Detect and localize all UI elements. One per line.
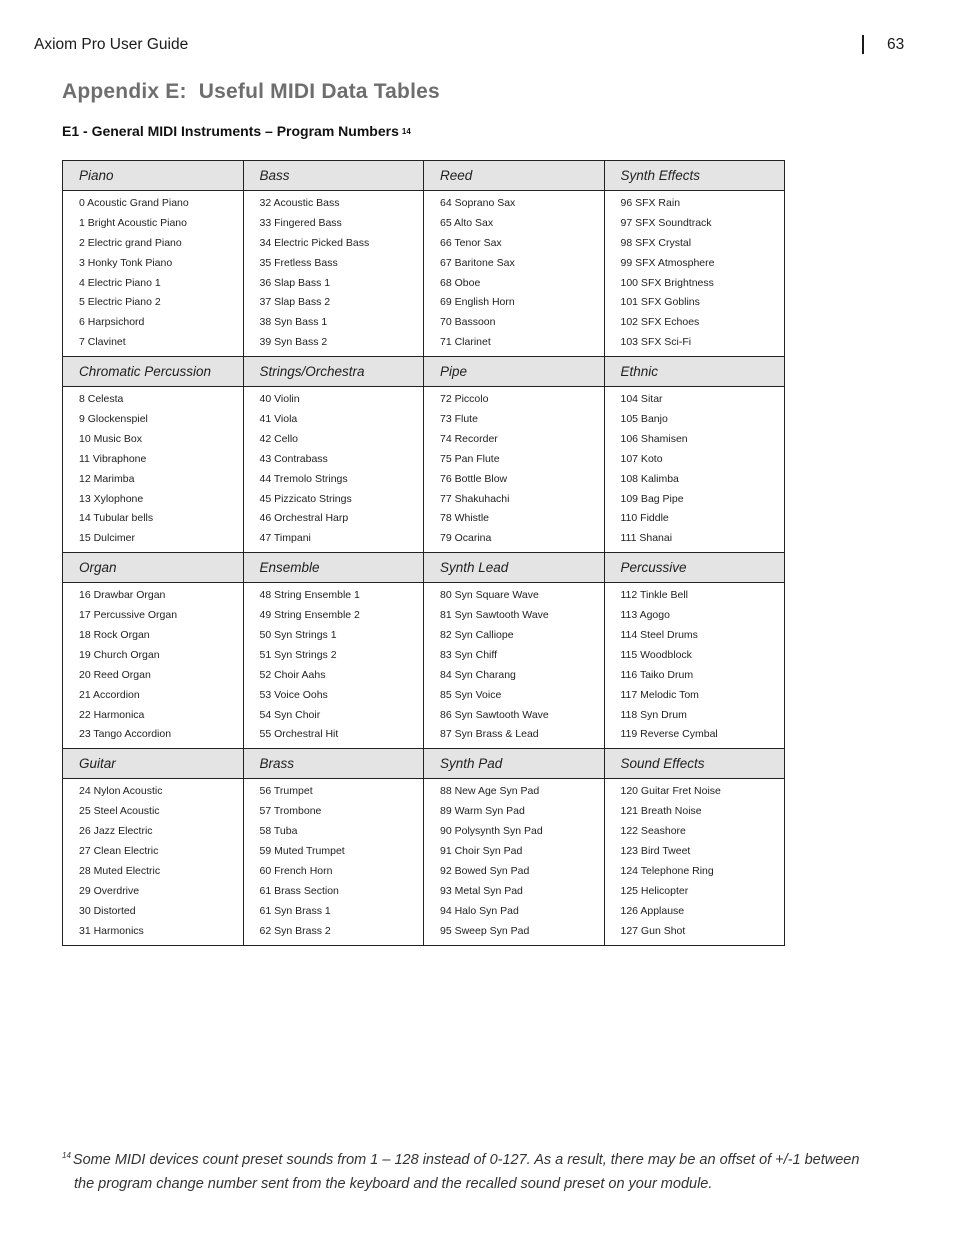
instrument-list-cell	[604, 779, 785, 945]
instrument-entry: 29 Overdrive	[79, 884, 140, 897]
category-header: Piano	[63, 161, 244, 191]
instrument-entry: 111 Shanai	[620, 532, 673, 545]
instrument-list-cell	[243, 583, 424, 749]
instrument-list	[621, 390, 781, 549]
instrument-list-row	[63, 779, 785, 945]
instrument-list	[621, 782, 781, 941]
instrument-list	[621, 194, 781, 353]
instrument-entry: 23 Tango Accordion	[79, 728, 172, 741]
instrument-list-cell	[243, 191, 424, 357]
instrument-entry: 32 Acoustic Bass	[259, 197, 340, 209]
category-header: Reed	[424, 161, 605, 191]
instrument-entry: 62 Syn Brass 2	[259, 924, 331, 937]
instrument-list	[79, 390, 239, 549]
instrument-entry: 26 Jazz Electric	[79, 825, 153, 838]
instrument-list	[79, 586, 239, 745]
category-header-row	[63, 749, 785, 779]
instrument-entry: 60 French Horn	[259, 864, 333, 877]
instrument-entry: 115 Woodblock	[620, 648, 692, 661]
instrument-entry: 84 Syn Charang	[440, 668, 516, 681]
category-header: Guitar	[63, 749, 244, 779]
instrument-entry: 67 Baritone Sax	[440, 256, 515, 269]
instrument-entry: 104 Sitar	[620, 393, 663, 406]
instrument-entry: 81 Syn Sawtooth Wave	[440, 609, 549, 622]
instrument-entry: 37 Slap Bass 2	[259, 296, 331, 309]
instrument-list	[440, 586, 600, 745]
instrument-entry: 27 Clean Electric	[79, 845, 159, 858]
instrument-entry: 0 Acoustic Grand Piano	[79, 197, 189, 209]
instrument-entry: 17 Percussive Organ	[79, 609, 178, 622]
category-header: Synth Pad	[424, 749, 605, 779]
instrument-entry: 114 Steel Drums	[620, 629, 698, 642]
instrument-entry: 58 Tuba	[259, 825, 298, 838]
instrument-entry: 50 Syn Strings 1	[259, 629, 337, 642]
instrument-entry: 13 Xylophone	[79, 492, 144, 505]
instrument-entry: 41 Viola	[259, 413, 298, 426]
instrument-list-cell	[424, 779, 605, 945]
instrument-entry: 85 Syn Voice	[440, 688, 502, 701]
instrument-entry: 78 Whistle	[440, 512, 490, 525]
instrument-entry: 98 SFX Crystal	[620, 236, 692, 249]
instrument-entry: 33 Fingered Bass	[259, 216, 342, 229]
instrument-entry: 75 Pan Flute	[440, 452, 500, 465]
instrument-list-cell	[424, 583, 605, 749]
instrument-list	[260, 390, 420, 549]
midi-instrument-table	[62, 160, 785, 946]
footnote	[62, 1149, 922, 1195]
instrument-list-row	[63, 191, 785, 357]
instrument-entry: 125 Helicopter	[620, 884, 689, 897]
instrument-list	[79, 782, 239, 941]
instrument-entry: 36 Slap Bass 1	[259, 276, 331, 289]
instrument-entry: 108 Kalimba	[620, 472, 679, 485]
category-header: Brass	[243, 749, 424, 779]
footnote-reference: 14	[401, 127, 411, 136]
instrument-entry: 21 Accordion	[79, 688, 140, 701]
instrument-entry: 56 Trumpet	[259, 785, 313, 798]
instrument-entry: 71 Clarinet	[440, 336, 491, 349]
instrument-entry: 121 Breath Noise	[620, 805, 702, 818]
instrument-entry: 52 Choir Aahs	[259, 668, 326, 681]
category-header-row	[63, 553, 785, 583]
instrument-entry: 2 Electric grand Piano	[79, 236, 182, 249]
instrument-entry: 55 Orchestral Hit	[259, 728, 339, 741]
instrument-entry: 45 Pizzicato Strings	[259, 492, 352, 505]
footnote-text-1: Some MIDI devices count preset sounds from 1 – 128 instead of 0-127. As a result, there may be an offset of +/-1 between	[72, 1152, 860, 1168]
category-header: Ethnic	[604, 357, 785, 387]
instrument-list	[260, 782, 420, 941]
instrument-entry: 42 Cello	[259, 432, 299, 445]
instrument-entry: 76 Bottle Blow	[440, 472, 508, 485]
instrument-list-cell	[243, 387, 424, 553]
instrument-entry: 30 Distorted	[79, 904, 136, 917]
instrument-entry: 53 Voice Oohs	[259, 688, 328, 701]
instrument-entry: 18 Rock Organ	[79, 629, 150, 642]
category-header: Bass	[243, 161, 424, 191]
instrument-entry: 113 Agogo	[620, 609, 670, 622]
instrument-entry: 28 Muted Electric	[79, 864, 161, 877]
instrument-entry: 112 Tinkle Bell	[620, 589, 689, 602]
instrument-entry: 66 Tenor Sax	[440, 236, 502, 249]
instrument-entry: 69 English Horn	[440, 296, 515, 309]
category-header: Pipe	[424, 357, 605, 387]
instrument-entry: 4 Electric Piano 1	[79, 276, 161, 289]
footnote-line-2: the program change number sent from the keyboard and the recalled sound preset on your module.	[74, 1176, 713, 1192]
instrument-entry: 96 SFX Rain	[620, 197, 681, 209]
instrument-entry: 65 Alto Sax	[440, 216, 494, 229]
instrument-entry: 59 Muted Trumpet	[259, 845, 345, 858]
instrument-entry: 14 Tubular bells	[79, 512, 154, 525]
instrument-entry: 1 Bright Acoustic Piano	[79, 216, 187, 229]
instrument-entry: 74 Recorder	[440, 432, 498, 445]
instrument-list-cell	[604, 583, 785, 749]
instrument-entry: 70 Bassoon	[440, 316, 496, 329]
instrument-entry: 92 Bowed Syn Pad	[440, 864, 530, 877]
instrument-list-cell	[243, 779, 424, 945]
section-title	[62, 123, 411, 139]
instrument-entry: 38 Syn Bass 1	[259, 316, 328, 329]
instrument-entry: 10 Music Box	[79, 432, 143, 445]
instrument-entry: 9 Glockenspiel	[79, 413, 148, 426]
instrument-entry: 73 Flute	[440, 413, 478, 426]
instrument-entry: 11 Vibraphone	[79, 452, 147, 465]
instrument-list	[440, 782, 600, 941]
footnote-line-1	[62, 1149, 922, 1173]
page-number: 63	[887, 36, 905, 53]
category-header: Synth Effects	[604, 161, 785, 191]
instrument-entry: 34 Electric Picked Bass	[259, 236, 370, 249]
instrument-entry: 86 Syn Sawtooth Wave	[440, 708, 549, 721]
instrument-entry: 43 Contrabass	[259, 452, 328, 465]
instrument-entry: 35 Fretless Bass	[259, 256, 338, 269]
instrument-entry: 106 Shamisen	[620, 432, 688, 445]
instrument-entry: 40 Violin	[259, 393, 300, 406]
instrument-entry: 57 Trombone	[259, 805, 322, 818]
instrument-list-cell	[604, 191, 785, 357]
instrument-entry: 61 Brass Section	[259, 884, 339, 897]
instrument-list	[440, 194, 600, 353]
instrument-list	[79, 194, 239, 353]
instrument-entry: 100 SFX Brightness	[620, 276, 714, 289]
instrument-entry: 8 Celesta	[79, 393, 124, 406]
instrument-entry: 99 SFX Atmosphere	[620, 256, 715, 269]
instrument-entry: 117 Melodic Tom	[620, 688, 699, 701]
instrument-entry: 80 Syn Square Wave	[440, 589, 539, 602]
instrument-entry: 51 Syn Strings 2	[259, 648, 337, 661]
instrument-entry: 49 String Ensemble 2	[259, 609, 360, 622]
instrument-entry: 3 Honky Tonk Piano	[79, 256, 173, 269]
instrument-entry: 12 Marimba	[79, 472, 135, 485]
instrument-entry: 120 Guitar Fret Noise	[620, 785, 721, 798]
instrument-entry: 101 SFX Goblins	[620, 296, 700, 309]
instrument-entry: 116 Taiko Drum	[620, 668, 694, 681]
category-header: Sound Effects	[604, 749, 785, 779]
instrument-entry: 123 Bird Tweet	[620, 845, 691, 858]
instrument-list	[440, 390, 600, 549]
instrument-list	[621, 586, 781, 745]
category-header: Strings/Orchestra	[243, 357, 424, 387]
instrument-entry: 68 Oboe	[440, 276, 481, 289]
instrument-entry: 122 Seashore	[620, 825, 686, 838]
category-header-row	[63, 357, 785, 387]
instrument-entry: 46 Orchestral Harp	[259, 512, 349, 525]
instrument-entry: 89 Warm Syn Pad	[440, 805, 525, 818]
instrument-entry: 103 SFX Sci-Fi	[620, 336, 692, 349]
instrument-entry: 119 Reverse Cymbal	[620, 728, 718, 741]
section-title-text: E1 - General MIDI Instruments – Program Numbers	[62, 123, 399, 139]
instrument-entry: 118 Syn Drum	[620, 708, 687, 721]
instrument-entry: 95 Sweep Syn Pad	[440, 924, 530, 937]
instrument-entry: 22 Harmonica	[79, 708, 145, 721]
instrument-list	[260, 194, 420, 353]
instrument-entry: 94 Halo Syn Pad	[440, 904, 519, 917]
instrument-entry: 64 Soprano Sax	[440, 197, 516, 209]
category-header: Organ	[63, 553, 244, 583]
instrument-entry: 5 Electric Piano 2	[79, 296, 161, 309]
instrument-entry: 39 Syn Bass 2	[259, 336, 328, 349]
instrument-entry: 25 Steel Acoustic	[79, 805, 160, 818]
instrument-entry: 47 Timpani	[259, 532, 311, 545]
instrument-list-cell	[63, 387, 244, 553]
instrument-list-cell	[424, 191, 605, 357]
instrument-entry: 110 Fiddle	[620, 512, 669, 525]
instrument-entry: 77 Shakuhachi	[440, 492, 510, 505]
category-header: Synth Lead	[424, 553, 605, 583]
instrument-entry: 72 Piccolo	[440, 393, 489, 406]
instrument-entry: 83 Syn Chiff	[440, 648, 498, 661]
instrument-entry: 24 Nylon Acoustic	[79, 785, 163, 798]
instrument-list-cell	[63, 779, 244, 945]
instrument-entry: 97 SFX Soundtrack	[620, 216, 712, 229]
instrument-entry: 54 Syn Choir	[259, 708, 321, 721]
instrument-entry: 91 Choir Syn Pad	[440, 845, 523, 858]
instrument-list-row	[63, 583, 785, 749]
category-header: Ensemble	[243, 553, 424, 583]
instrument-entry: 126 Applause	[620, 904, 685, 917]
instrument-list-cell	[63, 583, 244, 749]
category-header: Percussive	[604, 553, 785, 583]
instrument-entry: 48 String Ensemble 1	[259, 589, 360, 602]
instrument-entry: 127 Gun Shot	[620, 924, 686, 937]
instrument-entry: 19 Church Organ	[79, 648, 160, 661]
instrument-list-row	[63, 387, 785, 553]
instrument-list-cell	[63, 191, 244, 357]
instrument-entry: 87 Syn Brass & Lead	[440, 728, 539, 741]
instrument-entry: 109 Bag Pipe	[620, 492, 684, 505]
header-divider	[862, 35, 864, 54]
instrument-list-cell	[424, 387, 605, 553]
instrument-entry: 124 Telephone Ring	[620, 864, 714, 877]
instrument-entry: 88 New Age Syn Pad	[440, 785, 540, 798]
instrument-entry: 7 Clavinet	[79, 336, 126, 349]
instrument-entry: 90 Polysynth Syn Pad	[440, 825, 543, 838]
category-header-row	[63, 161, 785, 191]
instrument-entry: 79 Ocarina	[440, 532, 492, 545]
instrument-entry: 6 Harpsichord	[79, 316, 145, 329]
instrument-entry: 20 Reed Organ	[79, 668, 151, 681]
instrument-entry: 61 Syn Brass 1	[259, 904, 331, 917]
instrument-entry: 93 Metal Syn Pad	[440, 884, 523, 897]
instrument-entry: 15 Dulcimer	[79, 532, 136, 545]
midi-table-body	[63, 161, 785, 946]
instrument-entry: 107 Koto	[620, 452, 663, 465]
instrument-entry: 44 Tremolo Strings	[259, 472, 348, 485]
instrument-list	[260, 586, 420, 745]
category-header: Chromatic Percussion	[63, 357, 244, 387]
appendix-title: Appendix E: Useful MIDI Data Tables	[62, 80, 440, 103]
instrument-entry: 82 Syn Calliope	[440, 629, 514, 642]
instrument-entry: 105 Banjo	[620, 413, 668, 426]
running-header: Axiom Pro User Guide	[34, 36, 189, 53]
footnote-mark: 14	[62, 1151, 71, 1160]
instrument-entry: 31 Harmonics	[79, 924, 144, 937]
instrument-list-cell	[604, 387, 785, 553]
instrument-entry: 102 SFX Echoes	[620, 316, 700, 329]
instrument-entry: 16 Drawbar Organ	[79, 589, 166, 602]
